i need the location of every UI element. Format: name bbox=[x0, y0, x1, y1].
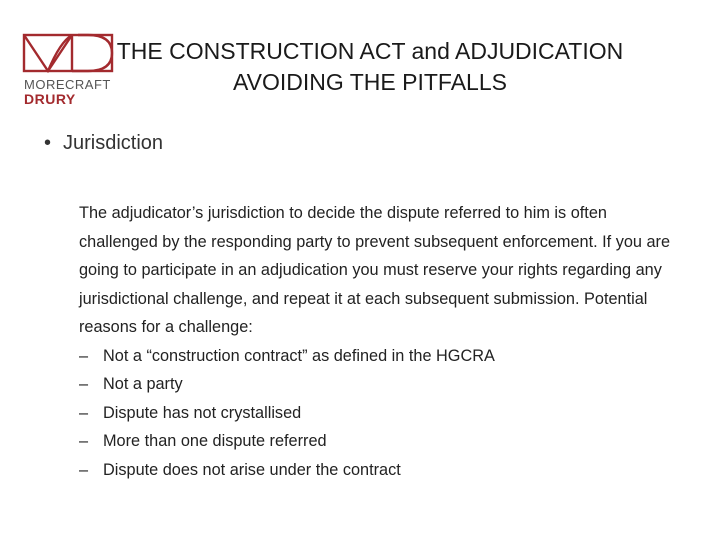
dash-bullet: – bbox=[79, 403, 89, 422]
list-item bbox=[79, 342, 689, 371]
logo-text-morecraft: MORECRAFT bbox=[24, 77, 111, 92]
list-item-text: Dispute does not arise under the contract bbox=[103, 460, 401, 479]
logo-text-drury: DRURY bbox=[24, 91, 76, 107]
list-item bbox=[79, 370, 689, 399]
list-item-text: Not a “construction contract” as defined in the HGCRA bbox=[103, 346, 495, 365]
list-item-text: More than one dispute referred bbox=[103, 432, 327, 450]
body-content bbox=[79, 199, 689, 484]
dash-bullet: – bbox=[79, 460, 89, 479]
bullet-label: Jurisdiction bbox=[63, 132, 164, 154]
list-item-text: Dispute has not crystallised bbox=[103, 403, 302, 422]
slide-title-line-1: THE CONSTRUCTION ACT and ADJUDICATION bbox=[116, 38, 624, 64]
slide-title bbox=[100, 36, 640, 98]
bullet-dot-icon: • bbox=[44, 132, 52, 154]
challenge-reasons-list bbox=[79, 342, 689, 485]
bullet-heading bbox=[44, 132, 163, 155]
list-item bbox=[79, 456, 689, 485]
list-item bbox=[79, 399, 689, 428]
body-paragraph: The adjudicator’s jurisdiction to decide the dispute referred to him is often challenged by the responding party to prevent subsequent enforcement. If you are going to participate in an adjudication you must reserve your rights regarding any jurisdictional challenge, and repeat it at each subsequent submission. Potential reasons for a challenge: bbox=[79, 204, 671, 336]
slide-title-line-2: AVOIDING THE PITFALLS bbox=[233, 69, 507, 95]
dash-bullet: – bbox=[79, 346, 89, 365]
list-item bbox=[79, 427, 689, 456]
dash-bullet: – bbox=[79, 375, 89, 393]
dash-bullet: – bbox=[79, 432, 89, 450]
list-item-text: Not a party bbox=[103, 375, 183, 393]
